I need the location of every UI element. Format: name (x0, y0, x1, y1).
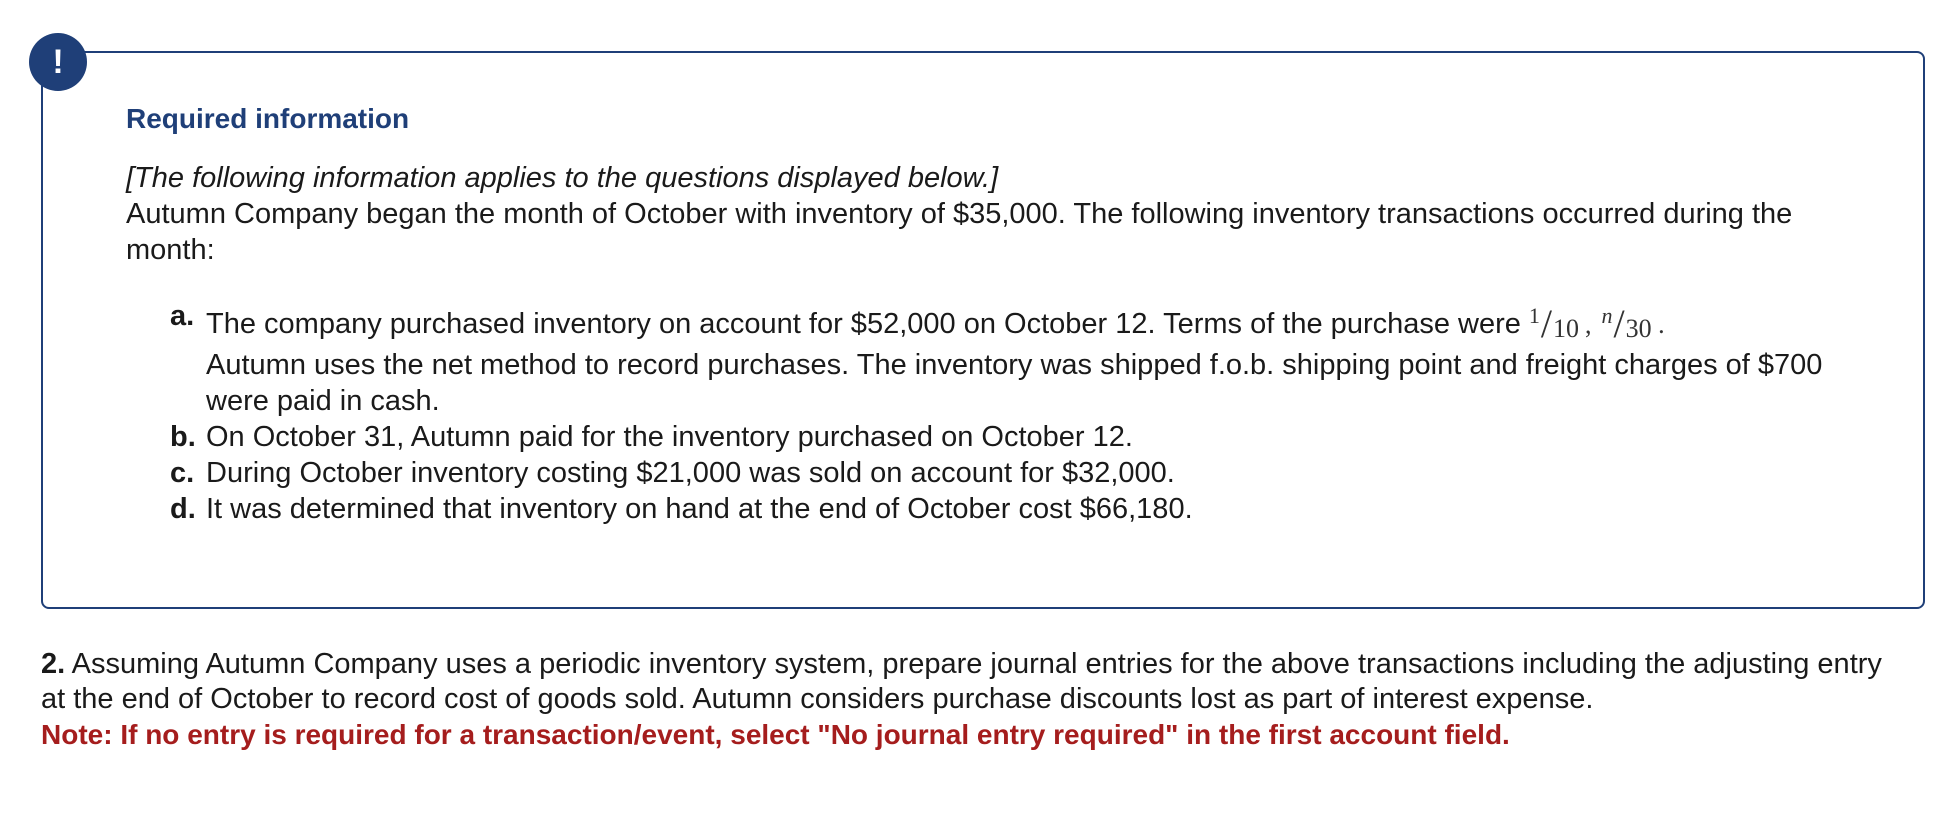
transaction-list (126, 298, 1886, 527)
terms-denominator-2: 30 (1625, 314, 1652, 343)
required-information-content (126, 100, 1886, 527)
question-block (41, 647, 1911, 753)
list-item (126, 491, 1866, 527)
item-text-continued: Autumn uses the net method to record purchases. The inventory was shipped f.o.b. shipping point and freight charges of $700 were paid in cash. (206, 349, 1823, 417)
intro-text: Autumn Company began the month of October with inventory of $35,000. The following inventory transactions occurred during the month: (126, 198, 1793, 266)
terms-end: . (1658, 310, 1665, 339)
item-text: During October inventory costing $21,000 was sold on account for $32,000. (206, 457, 1175, 489)
fraction-slash: / (1613, 301, 1625, 346)
terms-denominator-1: 10 (1553, 314, 1580, 343)
terms-numerator-1: 1 (1528, 303, 1540, 328)
list-item (126, 455, 1866, 491)
item-letter: a. (170, 300, 195, 332)
item-letter: d. (170, 493, 196, 525)
intro-note: [The following information applies to the questions displayed below.] (126, 162, 999, 194)
terms-separator: , (1585, 310, 1592, 339)
item-letter: c. (170, 457, 195, 489)
question-text-block (41, 647, 1911, 717)
required-information-title: Required information (126, 103, 410, 134)
exclamation-icon: ! (29, 33, 87, 91)
question-number: 2. (41, 648, 66, 680)
list-item (126, 419, 1866, 455)
item-text: On October 31, Autumn paid for the inventory purchased on October 12. (206, 421, 1133, 453)
question-text: Assuming Autumn Company uses a periodic inventory system, prepare journal entries for the above transactions including the adjusting entry at the end of October to record cost of goods sold. Autumn considers purchase discounts lost as part of interest expense. (41, 648, 1882, 715)
list-item (126, 298, 1866, 419)
question-note: Note: If no entry is required for a transaction/event, select "No journal entry required" in the first account field. (41, 719, 1510, 750)
item-letter: b. (170, 421, 196, 453)
fraction-slash: / (1540, 301, 1553, 346)
item-text: The company purchased inventory on account for $52,000 on October 12. Terms of the purchase were (206, 308, 1521, 340)
payment-terms (1528, 301, 1665, 346)
item-text: It was determined that inventory on hand at the end of October cost $66,180. (206, 493, 1193, 525)
terms-numerator-2: n (1601, 303, 1613, 328)
